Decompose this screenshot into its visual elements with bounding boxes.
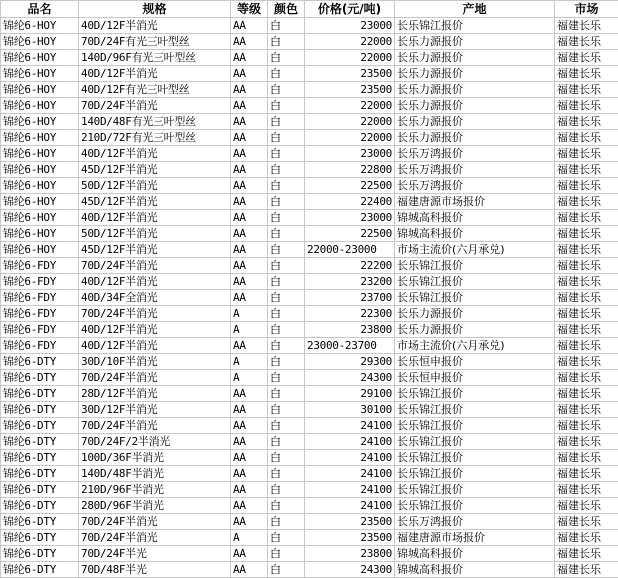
cell-spec: 70D/24F半消光 (79, 418, 231, 434)
cell-market: 福建长乐 (555, 530, 618, 546)
cell-market: 福建长乐 (555, 274, 618, 290)
cell-grade: AA (231, 146, 268, 162)
cell-spec: 40D/12F半消光 (79, 146, 231, 162)
table-row (1, 418, 618, 434)
cell-price: 24300 (305, 562, 395, 578)
cell-color: 白 (268, 242, 305, 258)
table-row (1, 210, 618, 226)
cell-grade: AA (231, 402, 268, 418)
cell-color: 白 (268, 258, 305, 274)
cell-grade: AA (231, 546, 268, 562)
cell-color: 白 (268, 18, 305, 34)
cell-origin: 长乐锦江报价 (395, 402, 555, 418)
cell-market: 福建长乐 (555, 562, 618, 578)
cell-spec: 40D/12F半消光 (79, 322, 231, 338)
cell-price: 23200 (305, 274, 395, 290)
cell-name: 锦纶6-DTY (1, 386, 79, 402)
cell-name: 锦纶6-HOY (1, 146, 79, 162)
header-price: 价格(元/吨) (305, 1, 395, 18)
cell-grade: AA (231, 34, 268, 50)
cell-grade: AA (231, 418, 268, 434)
cell-market: 福建长乐 (555, 66, 618, 82)
table-row (1, 466, 618, 482)
cell-price: 23500 (305, 514, 395, 530)
cell-origin: 长乐恒申报价 (395, 354, 555, 370)
cell-price: 24100 (305, 450, 395, 466)
cell-spec: 45D/12F半消光 (79, 194, 231, 210)
table-row (1, 34, 618, 50)
cell-spec: 280D/96F半消光 (79, 498, 231, 514)
cell-name: 锦纶6-HOY (1, 178, 79, 194)
table-row (1, 306, 618, 322)
cell-color: 白 (268, 514, 305, 530)
cell-name: 锦纶6-HOY (1, 242, 79, 258)
cell-price: 23500 (305, 82, 395, 98)
cell-grade: AA (231, 82, 268, 98)
cell-origin: 长乐力源报价 (395, 50, 555, 66)
table-row (1, 178, 618, 194)
cell-color: 白 (268, 66, 305, 82)
cell-color: 白 (268, 322, 305, 338)
cell-color: 白 (268, 418, 305, 434)
table-row (1, 274, 618, 290)
table-row (1, 162, 618, 178)
table-row (1, 386, 618, 402)
cell-market: 福建长乐 (555, 34, 618, 50)
cell-grade: AA (231, 290, 268, 306)
cell-price: 22000 (305, 34, 395, 50)
header-grade: 等级 (231, 1, 268, 18)
cell-color: 白 (268, 386, 305, 402)
cell-color: 白 (268, 498, 305, 514)
cell-spec: 70D/24F半消光 (79, 514, 231, 530)
cell-grade: A (231, 370, 268, 386)
cell-name: 锦纶6-HOY (1, 226, 79, 242)
cell-color: 白 (268, 146, 305, 162)
cell-name: 锦纶6-HOY (1, 162, 79, 178)
cell-price: 23700 (305, 290, 395, 306)
cell-market: 福建长乐 (555, 466, 618, 482)
cell-price: 23000 (305, 210, 395, 226)
cell-grade: AA (231, 514, 268, 530)
cell-color: 白 (268, 354, 305, 370)
cell-grade: A (231, 354, 268, 370)
cell-market: 福建长乐 (555, 354, 618, 370)
cell-market: 福建长乐 (555, 338, 618, 354)
cell-origin: 长乐力源报价 (395, 34, 555, 50)
cell-spec: 70D/24F半消光 (79, 98, 231, 114)
cell-color: 白 (268, 434, 305, 450)
cell-grade: AA (231, 66, 268, 82)
cell-color: 白 (268, 34, 305, 50)
cell-spec: 50D/12F半消光 (79, 226, 231, 242)
cell-origin: 长乐万鸿报价 (395, 146, 555, 162)
cell-price: 29100 (305, 386, 395, 402)
cell-color: 白 (268, 162, 305, 178)
cell-origin: 长乐锦江报价 (395, 450, 555, 466)
table-row (1, 434, 618, 450)
cell-origin: 锦城高科报价 (395, 210, 555, 226)
table-row (1, 130, 618, 146)
cell-market: 福建长乐 (555, 418, 618, 434)
cell-spec: 45D/12F半消光 (79, 242, 231, 258)
cell-origin: 长乐力源报价 (395, 66, 555, 82)
cell-grade: AA (231, 386, 268, 402)
cell-price: 23800 (305, 546, 395, 562)
cell-name: 锦纶6-DTY (1, 434, 79, 450)
cell-name: 锦纶6-DTY (1, 546, 79, 562)
cell-origin: 长乐万鸿报价 (395, 514, 555, 530)
cell-origin: 长乐锦江报价 (395, 274, 555, 290)
cell-color: 白 (268, 450, 305, 466)
cell-market: 福建长乐 (555, 194, 618, 210)
cell-spec: 210D/96F半消光 (79, 482, 231, 498)
cell-spec: 70D/24F有光三叶型丝 (79, 34, 231, 50)
cell-name: 锦纶6-DTY (1, 354, 79, 370)
table-row (1, 514, 618, 530)
header-name: 品名 (1, 1, 79, 18)
cell-name: 锦纶6-FDY (1, 290, 79, 306)
cell-color: 白 (268, 466, 305, 482)
cell-grade: AA (231, 210, 268, 226)
cell-name: 锦纶6-HOY (1, 66, 79, 82)
cell-market: 福建长乐 (555, 82, 618, 98)
cell-spec: 70D/24F半消光 (79, 530, 231, 546)
cell-market: 福建长乐 (555, 258, 618, 274)
cell-spec: 70D/24F半光 (79, 546, 231, 562)
cell-grade: A (231, 530, 268, 546)
cell-price: 22500 (305, 226, 395, 242)
cell-price: 22500 (305, 178, 395, 194)
table-row (1, 146, 618, 162)
cell-market: 福建长乐 (555, 546, 618, 562)
cell-price: 23000 (305, 18, 395, 34)
table-row (1, 82, 618, 98)
table-row (1, 98, 618, 114)
cell-price: 24100 (305, 418, 395, 434)
cell-name: 锦纶6-DTY (1, 562, 79, 578)
table-row (1, 338, 618, 354)
cell-market: 福建长乐 (555, 306, 618, 322)
cell-grade: AA (231, 482, 268, 498)
table-row (1, 402, 618, 418)
cell-grade: AA (231, 450, 268, 466)
table-row (1, 290, 618, 306)
cell-grade: A (231, 306, 268, 322)
cell-grade: AA (231, 338, 268, 354)
cell-origin: 福建唐源市场报价 (395, 194, 555, 210)
cell-market: 福建长乐 (555, 210, 618, 226)
cell-grade: AA (231, 98, 268, 114)
cell-market: 福建长乐 (555, 514, 618, 530)
cell-origin: 长乐力源报价 (395, 82, 555, 98)
cell-color: 白 (268, 290, 305, 306)
cell-grade: AA (231, 258, 268, 274)
cell-color: 白 (268, 210, 305, 226)
cell-spec: 140D/48F有光三叶型丝 (79, 114, 231, 130)
cell-origin: 长乐万鸿报价 (395, 178, 555, 194)
cell-spec: 28D/12F半消光 (79, 386, 231, 402)
cell-grade: AA (231, 18, 268, 34)
cell-market: 福建长乐 (555, 434, 618, 450)
cell-color: 白 (268, 402, 305, 418)
cell-name: 锦纶6-FDY (1, 338, 79, 354)
cell-origin: 市场主流价(六月承兑) (395, 338, 555, 354)
cell-price: 24100 (305, 466, 395, 482)
table-row (1, 370, 618, 386)
cell-name: 锦纶6-FDY (1, 306, 79, 322)
table-row (1, 114, 618, 130)
cell-spec: 100D/36F半消光 (79, 450, 231, 466)
cell-grade: A (231, 322, 268, 338)
cell-name: 锦纶6-HOY (1, 34, 79, 50)
table-row (1, 258, 618, 274)
table-row (1, 226, 618, 242)
cell-name: 锦纶6-DTY (1, 370, 79, 386)
cell-spec: 30D/12F半消光 (79, 402, 231, 418)
cell-origin: 锦城高科报价 (395, 562, 555, 578)
cell-origin: 市场主流价(六月承兑) (395, 242, 555, 258)
table-row (1, 18, 618, 34)
cell-price: 22000-23000 (305, 242, 395, 258)
cell-name: 锦纶6-DTY (1, 450, 79, 466)
cell-origin: 长乐锦江报价 (395, 386, 555, 402)
cell-market: 福建长乐 (555, 482, 618, 498)
cell-name: 锦纶6-HOY (1, 82, 79, 98)
cell-market: 福建长乐 (555, 146, 618, 162)
cell-price: 24100 (305, 498, 395, 514)
cell-grade: AA (231, 130, 268, 146)
cell-price: 29300 (305, 354, 395, 370)
cell-spec: 70D/24F/2半消光 (79, 434, 231, 450)
cell-spec: 40D/34F全消光 (79, 290, 231, 306)
cell-origin: 长乐力源报价 (395, 306, 555, 322)
cell-color: 白 (268, 274, 305, 290)
cell-price: 23000-23700 (305, 338, 395, 354)
cell-market: 福建长乐 (555, 50, 618, 66)
cell-color: 白 (268, 130, 305, 146)
cell-spec: 210D/72F有光三叶型丝 (79, 130, 231, 146)
cell-origin: 长乐力源报价 (395, 114, 555, 130)
cell-market: 福建长乐 (555, 290, 618, 306)
cell-grade: AA (231, 466, 268, 482)
table-row (1, 354, 618, 370)
cell-price: 23500 (305, 530, 395, 546)
cell-price: 22400 (305, 194, 395, 210)
header-spec: 规格 (79, 1, 231, 18)
cell-spec: 70D/24F半消光 (79, 370, 231, 386)
cell-name: 锦纶6-FDY (1, 322, 79, 338)
cell-origin: 福建唐源市场报价 (395, 530, 555, 546)
cell-origin: 长乐锦江报价 (395, 290, 555, 306)
cell-color: 白 (268, 370, 305, 386)
cell-origin: 长乐锦江报价 (395, 258, 555, 274)
cell-spec: 40D/12F半消光 (79, 66, 231, 82)
cell-name: 锦纶6-HOY (1, 194, 79, 210)
cell-price: 24100 (305, 434, 395, 450)
cell-name: 锦纶6-DTY (1, 402, 79, 418)
header-origin: 产地 (395, 1, 555, 18)
cell-name: 锦纶6-DTY (1, 498, 79, 514)
cell-market: 福建长乐 (555, 370, 618, 386)
cell-spec: 45D/12F半消光 (79, 162, 231, 178)
cell-market: 福建长乐 (555, 162, 618, 178)
cell-name: 锦纶6-HOY (1, 130, 79, 146)
cell-spec: 40D/12F半消光 (79, 210, 231, 226)
cell-origin: 长乐锦江报价 (395, 18, 555, 34)
cell-spec: 70D/48F半光 (79, 562, 231, 578)
cell-name: 锦纶6-HOY (1, 114, 79, 130)
cell-spec: 70D/24F半消光 (79, 258, 231, 274)
cell-color: 白 (268, 194, 305, 210)
cell-spec: 40D/12F半消光 (79, 18, 231, 34)
cell-price: 23500 (305, 66, 395, 82)
table-body (1, 18, 618, 578)
cell-origin: 长乐力源报价 (395, 322, 555, 338)
cell-origin: 长乐力源报价 (395, 130, 555, 146)
cell-market: 福建长乐 (555, 98, 618, 114)
cell-grade: AA (231, 114, 268, 130)
cell-color: 白 (268, 114, 305, 130)
cell-grade: AA (231, 50, 268, 66)
cell-origin: 长乐锦江报价 (395, 498, 555, 514)
cell-name: 锦纶6-FDY (1, 258, 79, 274)
cell-price: 23000 (305, 146, 395, 162)
cell-color: 白 (268, 306, 305, 322)
cell-spec: 30D/10F半消光 (79, 354, 231, 370)
cell-price: 22000 (305, 114, 395, 130)
cell-price: 22000 (305, 130, 395, 146)
table-row (1, 546, 618, 562)
header-row (1, 1, 618, 18)
cell-origin: 长乐锦江报价 (395, 434, 555, 450)
cell-color: 白 (268, 530, 305, 546)
cell-price: 24300 (305, 370, 395, 386)
cell-grade: AA (231, 242, 268, 258)
cell-color: 白 (268, 562, 305, 578)
table-row (1, 194, 618, 210)
table-row (1, 322, 618, 338)
table-row (1, 530, 618, 546)
cell-name: 锦纶6-HOY (1, 98, 79, 114)
cell-grade: AA (231, 226, 268, 242)
cell-price: 22000 (305, 50, 395, 66)
cell-grade: AA (231, 498, 268, 514)
cell-market: 福建长乐 (555, 450, 618, 466)
cell-color: 白 (268, 50, 305, 66)
cell-color: 白 (268, 482, 305, 498)
cell-color: 白 (268, 178, 305, 194)
cell-spec: 40D/12F半消光 (79, 274, 231, 290)
cell-spec: 70D/24F半消光 (79, 306, 231, 322)
cell-market: 福建长乐 (555, 242, 618, 258)
cell-origin: 长乐恒申报价 (395, 370, 555, 386)
cell-spec: 40D/12F半消光 (79, 338, 231, 354)
table-row (1, 498, 618, 514)
cell-spec: 50D/12F半消光 (79, 178, 231, 194)
cell-grade: AA (231, 194, 268, 210)
cell-grade: AA (231, 562, 268, 578)
cell-market: 福建长乐 (555, 386, 618, 402)
cell-price: 22200 (305, 258, 395, 274)
cell-origin: 长乐锦江报价 (395, 482, 555, 498)
table-row (1, 242, 618, 258)
cell-grade: AA (231, 162, 268, 178)
cell-price: 22800 (305, 162, 395, 178)
cell-origin: 长乐力源报价 (395, 98, 555, 114)
table-row (1, 50, 618, 66)
cell-name: 锦纶6-DTY (1, 514, 79, 530)
cell-origin: 长乐万鸿报价 (395, 162, 555, 178)
cell-market: 福建长乐 (555, 18, 618, 34)
cell-market: 福建长乐 (555, 322, 618, 338)
cell-grade: AA (231, 274, 268, 290)
header-color: 颜色 (268, 1, 305, 18)
cell-grade: AA (231, 178, 268, 194)
cell-name: 锦纶6-HOY (1, 50, 79, 66)
table-row (1, 66, 618, 82)
cell-grade: AA (231, 434, 268, 450)
cell-market: 福建长乐 (555, 226, 618, 242)
cell-market: 福建长乐 (555, 402, 618, 418)
cell-name: 锦纶6-DTY (1, 466, 79, 482)
header-market: 市场 (555, 1, 618, 18)
cell-price: 24100 (305, 482, 395, 498)
table-row (1, 450, 618, 466)
cell-name: 锦纶6-DTY (1, 530, 79, 546)
cell-name: 锦纶6-HOY (1, 210, 79, 226)
cell-price: 22000 (305, 98, 395, 114)
cell-color: 白 (268, 338, 305, 354)
cell-market: 福建长乐 (555, 130, 618, 146)
cell-origin: 长乐锦江报价 (395, 466, 555, 482)
cell-name: 锦纶6-FDY (1, 274, 79, 290)
cell-market: 福建长乐 (555, 114, 618, 130)
table-row (1, 482, 618, 498)
cell-market: 福建长乐 (555, 498, 618, 514)
cell-price: 23800 (305, 322, 395, 338)
cell-color: 白 (268, 226, 305, 242)
cell-origin: 长乐锦江报价 (395, 418, 555, 434)
cell-origin: 锦城高科报价 (395, 226, 555, 242)
cell-name: 锦纶6-DTY (1, 418, 79, 434)
cell-spec: 40D/12F有光三叶型丝 (79, 82, 231, 98)
cell-spec: 140D/96F有光三叶型丝 (79, 50, 231, 66)
cell-market: 福建长乐 (555, 178, 618, 194)
table-row (1, 562, 618, 578)
cell-spec: 140D/48F半消光 (79, 466, 231, 482)
cell-color: 白 (268, 546, 305, 562)
cell-price: 30100 (305, 402, 395, 418)
cell-name: 锦纶6-DTY (1, 482, 79, 498)
cell-price: 22300 (305, 306, 395, 322)
cell-color: 白 (268, 98, 305, 114)
cell-origin: 锦城高科报价 (395, 546, 555, 562)
cell-color: 白 (268, 82, 305, 98)
cell-name: 锦纶6-HOY (1, 18, 79, 34)
